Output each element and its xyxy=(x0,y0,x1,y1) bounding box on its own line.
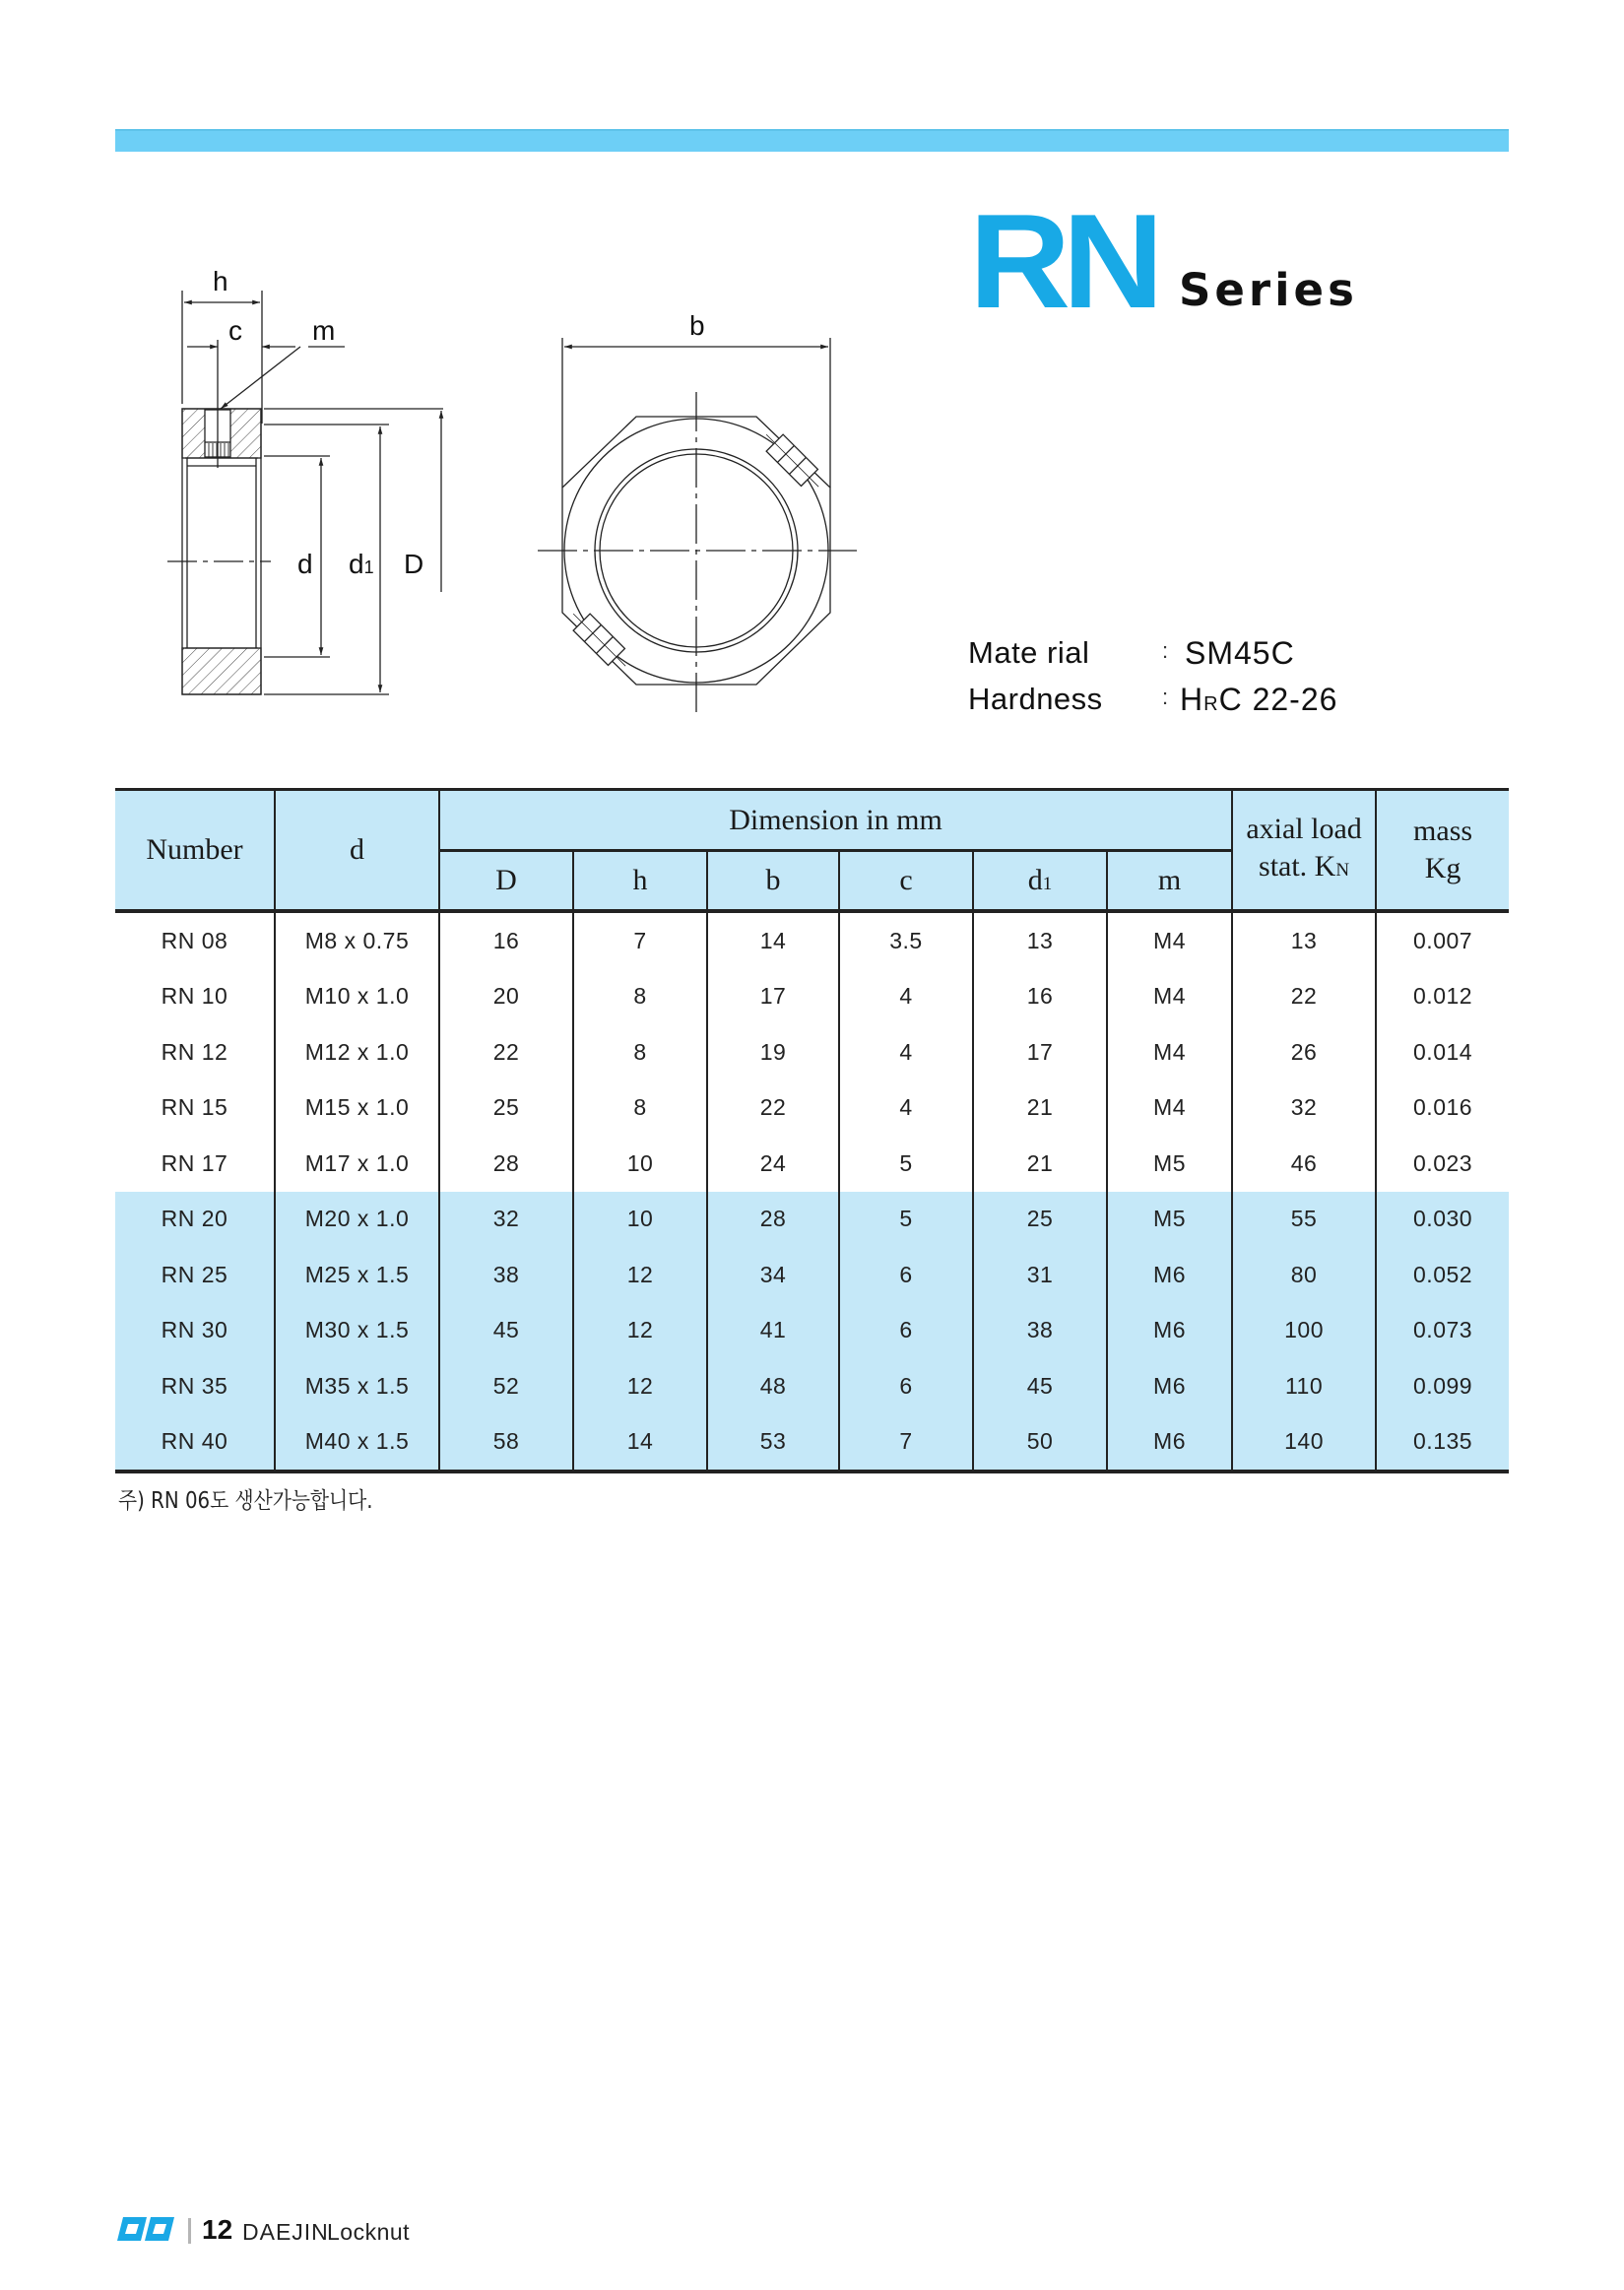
table-row xyxy=(115,911,1509,969)
cell-number: RN 40 xyxy=(115,1414,275,1472)
dim-label-h: h xyxy=(213,266,228,296)
dim-label-b: b xyxy=(689,310,705,341)
footer-product: Locknut xyxy=(327,2219,411,2245)
table-row xyxy=(115,1414,1509,1472)
cell-b: 17 xyxy=(707,969,839,1025)
cell-d: M8 x 0.75 xyxy=(275,911,439,969)
cell-d1: 17 xyxy=(973,1024,1107,1080)
cell-number: RN 10 xyxy=(115,969,275,1025)
cell-h: 8 xyxy=(573,969,707,1025)
hardness-colon: : xyxy=(1162,685,1169,709)
cell-c: 4 xyxy=(839,969,973,1025)
header-axial-load-sub: N xyxy=(1335,860,1350,881)
table-body xyxy=(115,911,1509,1472)
cell-h: 12 xyxy=(573,1247,707,1303)
header-d1 xyxy=(973,851,1107,912)
cell-m: M6 xyxy=(1107,1358,1232,1414)
table-row xyxy=(115,969,1509,1025)
header-D: D xyxy=(439,851,573,912)
dim-label-d: d xyxy=(297,549,313,579)
cell-h: 7 xyxy=(573,911,707,969)
cell-number: RN 08 xyxy=(115,911,275,969)
cell-b: 53 xyxy=(707,1414,839,1472)
cell-m: M4 xyxy=(1107,911,1232,969)
cell-d: M20 x 1.0 xyxy=(275,1192,439,1248)
cell-h: 10 xyxy=(573,1192,707,1248)
cell-mass: 0.016 xyxy=(1376,1080,1509,1137)
cell-d: 32 xyxy=(439,1192,573,1248)
header-h: h xyxy=(573,851,707,912)
cell-m: M6 xyxy=(1107,1247,1232,1303)
header-mass xyxy=(1376,790,1509,912)
cell-d: M17 x 1.0 xyxy=(275,1136,439,1192)
cell-d: M12 x 1.0 xyxy=(275,1024,439,1080)
page-number: 12 xyxy=(202,2214,233,2245)
dim-label-d1-main: d xyxy=(349,549,364,579)
header-c: c xyxy=(839,851,973,912)
cell-c: 6 xyxy=(839,1303,973,1359)
cell-d: 22 xyxy=(439,1024,573,1080)
cell-mass: 0.052 xyxy=(1376,1247,1509,1303)
daejin-logo-icon xyxy=(115,2214,176,2244)
cell-d: M30 x 1.5 xyxy=(275,1303,439,1359)
cell-mass: 0.135 xyxy=(1376,1414,1509,1472)
cell-c: 5 xyxy=(839,1192,973,1248)
cell-d1: 31 xyxy=(973,1247,1107,1303)
cell-d: M35 x 1.5 xyxy=(275,1358,439,1414)
table-row xyxy=(115,1024,1509,1080)
cell-d: M40 x 1.5 xyxy=(275,1414,439,1472)
cell-load: 100 xyxy=(1232,1303,1376,1359)
hardness-label: Hardness xyxy=(968,682,1103,716)
cell-load: 13 xyxy=(1232,911,1376,969)
cell-d: 20 xyxy=(439,969,573,1025)
cell-d1: 21 xyxy=(973,1080,1107,1137)
cell-d: 28 xyxy=(439,1136,573,1192)
cell-number: RN 30 xyxy=(115,1303,275,1359)
side-section-drawing xyxy=(158,256,473,719)
cell-number: RN 20 xyxy=(115,1192,275,1248)
header-mass-line1: mass xyxy=(1413,815,1473,847)
cell-h: 8 xyxy=(573,1024,707,1080)
table-row xyxy=(115,1358,1509,1414)
cell-c: 6 xyxy=(839,1247,973,1303)
table-row xyxy=(115,1192,1509,1248)
dim-label-d1-sub: 1 xyxy=(363,557,374,577)
cell-mass: 0.012 xyxy=(1376,969,1509,1025)
cell-d: 38 xyxy=(439,1247,573,1303)
cell-m: M4 xyxy=(1107,1024,1232,1080)
cell-d1: 45 xyxy=(973,1358,1107,1414)
cell-load: 80 xyxy=(1232,1247,1376,1303)
cell-b: 48 xyxy=(707,1358,839,1414)
table-row xyxy=(115,1247,1509,1303)
hardness-value xyxy=(1180,682,1337,722)
dim-label-D: D xyxy=(404,549,424,579)
cell-c: 4 xyxy=(839,1024,973,1080)
front-view-drawing xyxy=(532,295,886,729)
cell-load: 22 xyxy=(1232,969,1376,1025)
cell-m: M5 xyxy=(1107,1192,1232,1248)
cell-c: 3.5 xyxy=(839,911,973,969)
cell-d: 52 xyxy=(439,1358,573,1414)
cell-load: 46 xyxy=(1232,1136,1376,1192)
cell-number: RN 12 xyxy=(115,1024,275,1080)
header-d: d xyxy=(275,790,439,912)
cell-mass: 0.073 xyxy=(1376,1303,1509,1359)
cell-load: 110 xyxy=(1232,1358,1376,1414)
table-row xyxy=(115,1080,1509,1137)
material-value: SM45C xyxy=(1185,635,1295,671)
cell-load: 26 xyxy=(1232,1024,1376,1080)
cell-d: 58 xyxy=(439,1414,573,1472)
header-d1-main: d xyxy=(1027,864,1043,896)
cell-load: 32 xyxy=(1232,1080,1376,1137)
hardness-value-sub: R xyxy=(1203,693,1219,715)
cell-mass: 0.014 xyxy=(1376,1024,1509,1080)
footnote: 주) RN 06도 생산가능합니다. xyxy=(118,1488,373,1514)
cell-d: 16 xyxy=(439,911,573,969)
cell-d1: 25 xyxy=(973,1192,1107,1248)
spec-table xyxy=(115,788,1509,1473)
cell-d1: 21 xyxy=(973,1136,1107,1192)
cell-mass: 0.023 xyxy=(1376,1136,1509,1192)
cell-h: 14 xyxy=(573,1414,707,1472)
cell-b: 19 xyxy=(707,1024,839,1080)
cell-d1: 13 xyxy=(973,911,1107,969)
dim-label-d1 xyxy=(349,549,374,579)
header-axial-load-line1: axial load xyxy=(1246,813,1362,845)
cell-d: M15 x 1.0 xyxy=(275,1080,439,1137)
header-mass-line2: Kg xyxy=(1424,852,1462,884)
cell-b: 24 xyxy=(707,1136,839,1192)
cell-load: 55 xyxy=(1232,1192,1376,1248)
header-number: Number xyxy=(115,790,275,912)
cell-h: 8 xyxy=(573,1080,707,1137)
cell-c: 4 xyxy=(839,1080,973,1137)
series-code-title: RN xyxy=(969,186,1156,336)
cell-m: M6 xyxy=(1107,1303,1232,1359)
top-accent-bar xyxy=(115,129,1509,152)
cell-b: 34 xyxy=(707,1247,839,1303)
cell-b: 14 xyxy=(707,911,839,969)
cell-b: 22 xyxy=(707,1080,839,1137)
header-dimension-group: Dimension in mm xyxy=(439,790,1232,851)
cell-mass: 0.099 xyxy=(1376,1358,1509,1414)
table-row xyxy=(115,1136,1509,1192)
cell-mass: 0.007 xyxy=(1376,911,1509,969)
cell-c: 7 xyxy=(839,1414,973,1472)
cell-h: 12 xyxy=(573,1358,707,1414)
cell-number: RN 25 xyxy=(115,1247,275,1303)
hardness-value-prefix: H xyxy=(1180,682,1204,717)
cell-h: 12 xyxy=(573,1303,707,1359)
dim-label-m: m xyxy=(312,315,336,346)
hardness-value-rest: C 22-26 xyxy=(1218,682,1338,717)
cell-d: 45 xyxy=(439,1303,573,1359)
footer-brand: DAEJIN xyxy=(242,2219,329,2245)
dim-label-c: c xyxy=(228,315,242,346)
cell-d1: 38 xyxy=(973,1303,1107,1359)
cell-m: M5 xyxy=(1107,1136,1232,1192)
cell-h: 10 xyxy=(573,1136,707,1192)
cell-m: M4 xyxy=(1107,1080,1232,1137)
header-axial-load-line2 xyxy=(1233,848,1375,889)
cell-d1: 16 xyxy=(973,969,1107,1025)
header-axial-load xyxy=(1232,790,1376,912)
cell-m: M4 xyxy=(1107,969,1232,1025)
cell-number: RN 17 xyxy=(115,1136,275,1192)
cell-load: 140 xyxy=(1232,1414,1376,1472)
footer-separator xyxy=(188,2218,191,2244)
header-b: b xyxy=(707,851,839,912)
table-row xyxy=(115,1303,1509,1359)
material-label: Mate rial xyxy=(968,635,1090,670)
cell-d: M25 x 1.5 xyxy=(275,1247,439,1303)
series-word-title: Series xyxy=(1179,264,1358,316)
cell-number: RN 15 xyxy=(115,1080,275,1137)
cell-c: 6 xyxy=(839,1358,973,1414)
header-axial-load-k: stat. K xyxy=(1259,850,1336,883)
cell-b: 41 xyxy=(707,1303,839,1359)
cell-c: 5 xyxy=(839,1136,973,1192)
material-colon: : xyxy=(1162,638,1169,663)
header-d1-sub: 1 xyxy=(1042,874,1053,894)
cell-m: M6 xyxy=(1107,1414,1232,1472)
cell-d: 25 xyxy=(439,1080,573,1137)
cell-d1: 50 xyxy=(973,1414,1107,1472)
cell-mass: 0.030 xyxy=(1376,1192,1509,1248)
cell-b: 28 xyxy=(707,1192,839,1248)
cell-d: M10 x 1.0 xyxy=(275,969,439,1025)
cell-number: RN 35 xyxy=(115,1358,275,1414)
header-m: m xyxy=(1107,851,1232,912)
